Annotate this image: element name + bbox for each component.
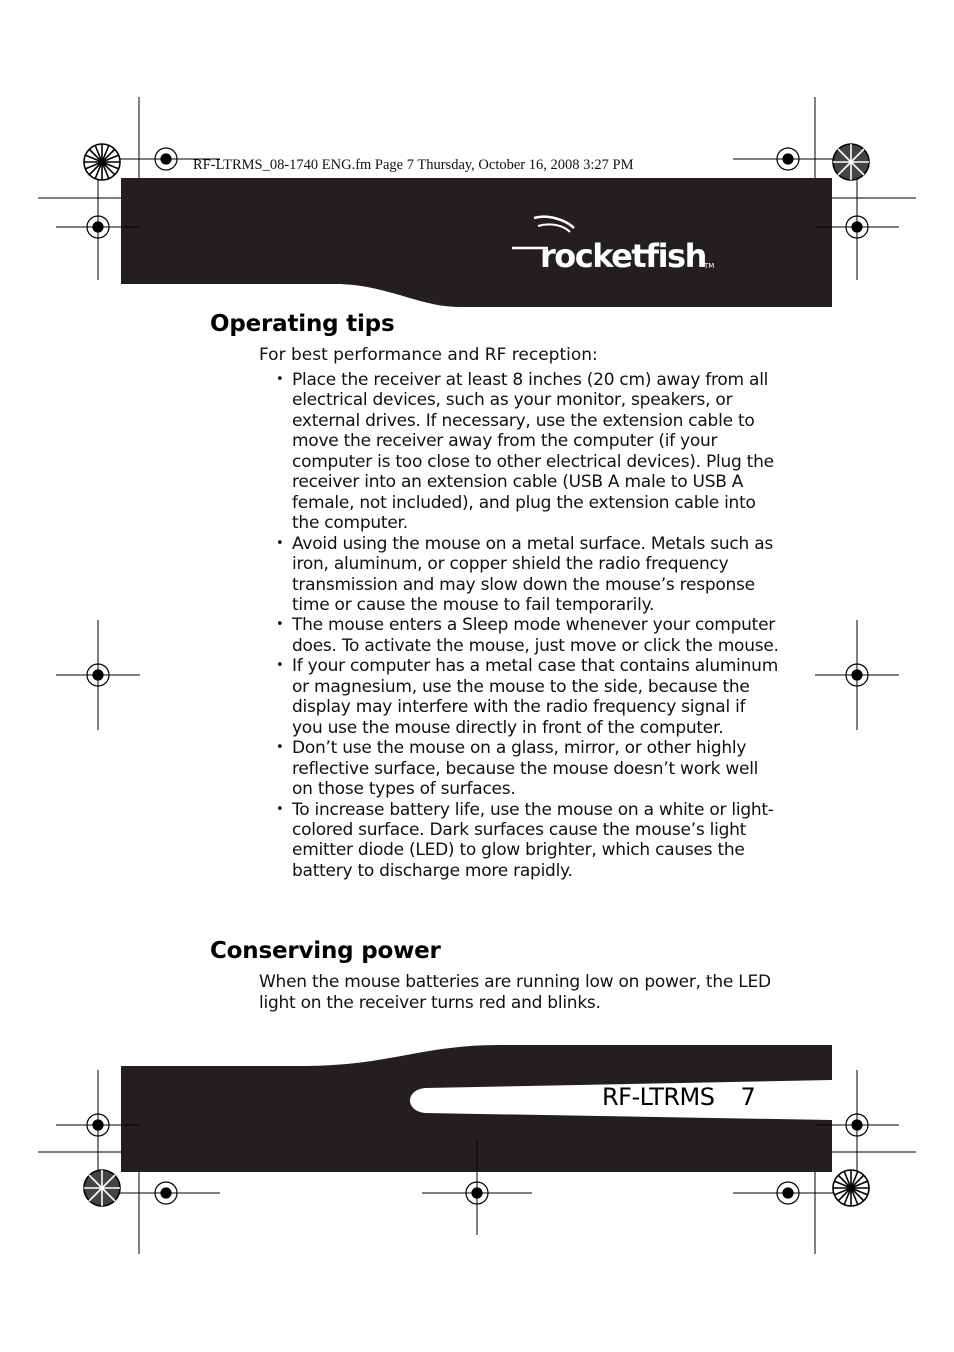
- svg-text:TM: TM: [704, 262, 715, 270]
- file-slug: RF-LTRMS_08-1740 ENG.fm Page 7 Thursday, October 16, 2008 3:27 PM: [193, 157, 634, 173]
- operating-tips-list: [259, 370, 779, 881]
- conserving-power-text: When the mouse batteries are running low on power, the LED light on the receiver turns red and blinks.: [259, 972, 771, 1013]
- section-title-operating-tips: Operating tips: [210, 311, 395, 337]
- list-item: • Avoid using the mouse on a metal surface. Metals such as iron, aluminum, or copper shield the radio frequency transmission and may slow down the mouse’s response time or cause the mouse to fail temporarily.: [276, 533, 773, 615]
- svg-text:rocketfish: rocketfish: [540, 237, 706, 275]
- page-footer: [602, 1083, 755, 1111]
- list-item: • The mouse enters a Sleep mode whenever your computer does. To activate the mouse, just move or click the mouse.: [276, 615, 779, 656]
- page-number: 7: [740, 1083, 756, 1111]
- header-band: [121, 178, 832, 307]
- list-item: • If your computer has a metal case that contains aluminum or magnesium, use the mouse to the side, because the display may interfere with the radio frequency signal if you use the mouse directly in front of the computer.: [276, 656, 779, 738]
- list-item: • Don’t use the mouse on a glass, mirror, or other highly reflective surface, because the mouse doesn’t work well on those types of surfaces.: [276, 738, 759, 800]
- list-item: • Place the receiver at least 8 inches (20 cm) away from all electrical devices, such as your monitor, speakers, or external drives. If necessary, use the extension cable to move the receiver away from the computer (if your computer is too close to other electrical devices). Plug the receiver into an extension cable (USB A male to USB A female, not included), and plug the extension cable into the computer.: [276, 370, 774, 534]
- operating-tips-intro: For best performance and RF reception:: [259, 345, 598, 365]
- footer-model: RF-LTRMS: [602, 1083, 715, 1111]
- rocketfish-logo: [508, 212, 723, 282]
- section-title-conserving-power: Conserving power: [210, 938, 441, 964]
- list-item: • To increase battery life, use the mouse on a white or light-colored surface. Dark surfaces cause the mouse’s light emitter diode (LED) to glow brighter, which causes the battery to discharge more rapidly.: [276, 799, 774, 881]
